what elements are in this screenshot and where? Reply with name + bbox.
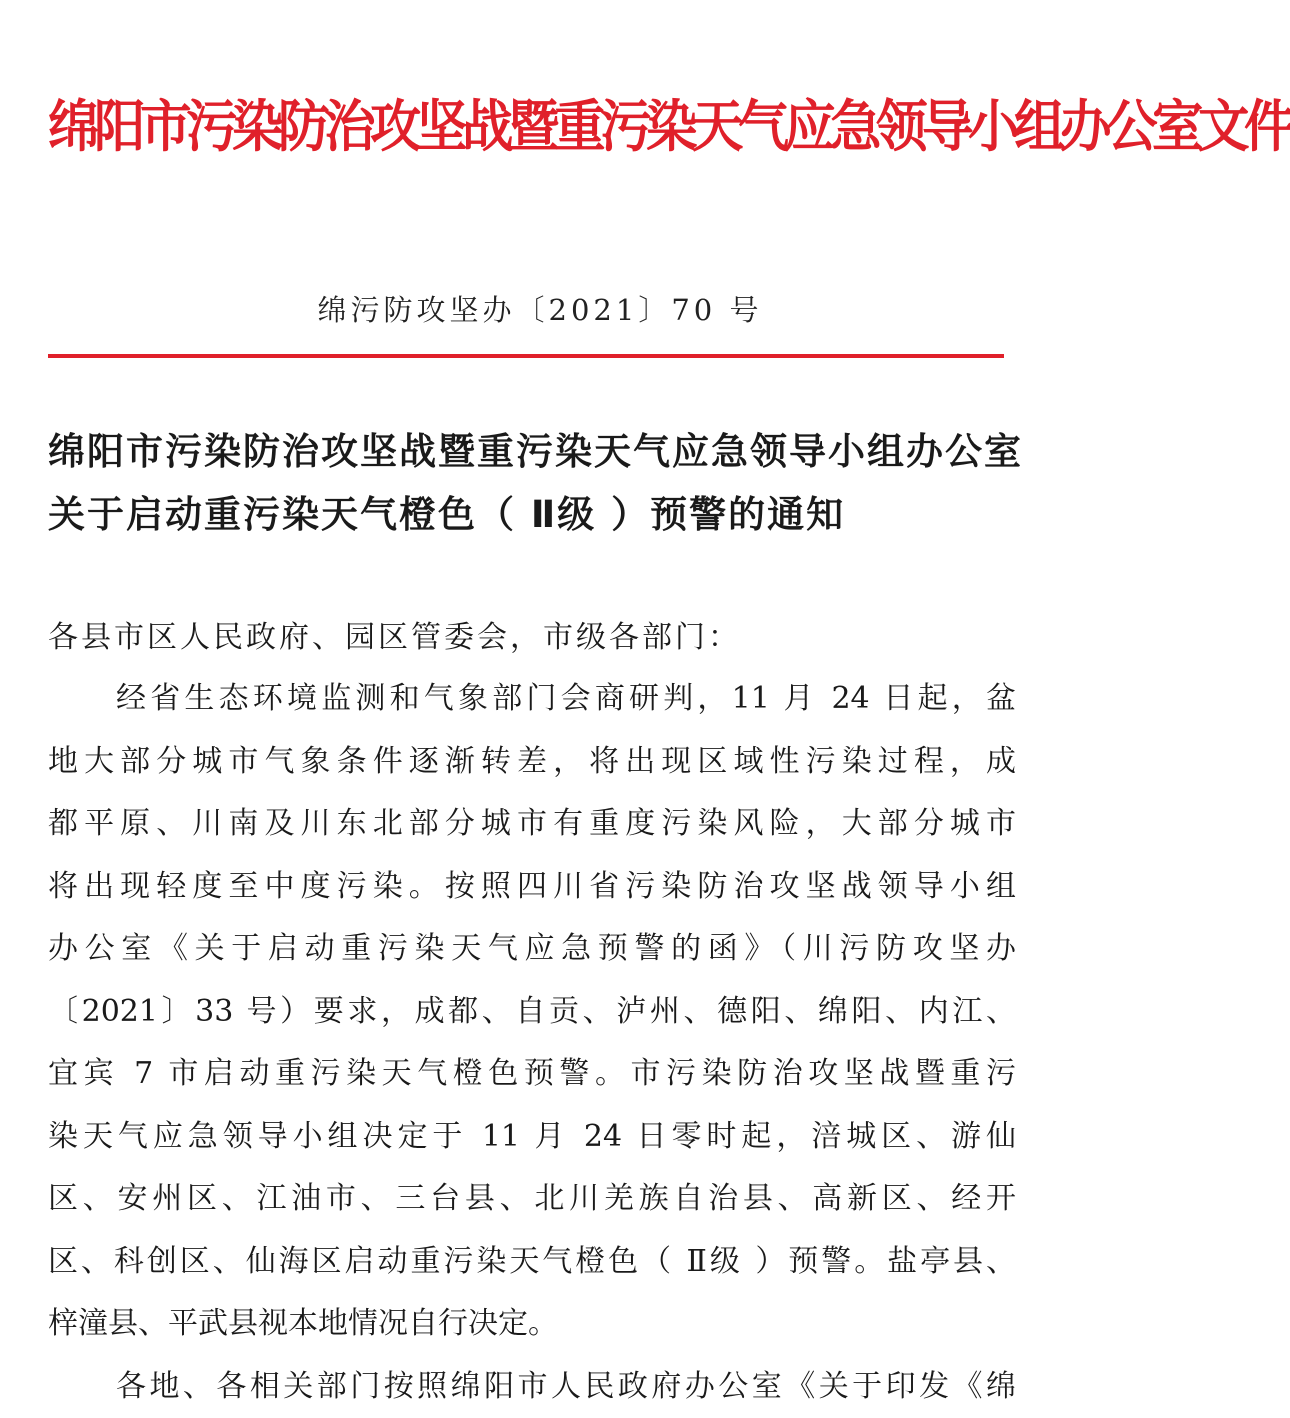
paragraph-1-line: 地大部分城市气象条件逐渐转差，将出现区域性污染过程，成 [48,743,1016,779]
paragraph-1-line: 办公室《关于启动重污染天气应急预警的函》（川污防攻坚办 [48,931,1016,966]
document-header-title: 绵阳市污染防治攻坚战暨重污染天气应急领导小组办公室文件 [48,95,1290,160]
paragraph-1-line: 区、安州区、江油市、三台县、北川羌族自治县、高新区、经开 [48,1181,1016,1216]
paragraph-1-line: 宜宾 7 市启动重污染天气橙色预警。市污染防治攻坚战暨重污 [48,1056,1016,1091]
paragraph-1-line: 梓潼县、平武县视本地情况自行决定。 [48,1306,558,1341]
paragraph-2-line: 各地、各相关部门按照绵阳市人民政府办公室《关于印发《绵 [116,1368,1016,1404]
paragraph-1-line: 将出现轻度至中度污染。按照四川省污染防治攻坚战领导小组 [48,868,1016,904]
notice-body [48,668,1016,1418]
paragraph-1-line: 区、科创区、仙海区启动重污染天气橙色（ Ⅱ级 ）预警。盐亭县、 [48,1243,1016,1279]
red-divider-line [48,354,1004,358]
notice-title-line-2: 关于启动重污染天气橙色（ Ⅱ级 ）预警的通知 [48,493,846,536]
paragraph-1-line: 染天气应急领导小组决定于 11 月 24 日零时起，涪城区、游仙 [48,1118,1016,1154]
notice-title [48,420,1032,546]
document-number: 绵污防攻坚办〔2021〕70 号 [317,293,763,327]
notice-title-line-1: 绵阳市污染防治攻坚战暨重污染天气应急领导小组办公室 [48,430,1023,473]
paragraph-1-line: 都平原、川南及川东北部分城市有重度污染风险，大部分城市 [48,806,1016,841]
paragraph-1-line: 〔2021〕33 号）要求，成都、自贡、泸州、德阳、绵阳、内江、 [48,993,1016,1029]
addressee-line: 各县市区人民政府、园区管委会，市级各部门： [48,620,741,655]
paragraph-1-line: 经省生态环境监测和气象部门会商研判，11 月 24 日起，盆 [116,681,1016,716]
